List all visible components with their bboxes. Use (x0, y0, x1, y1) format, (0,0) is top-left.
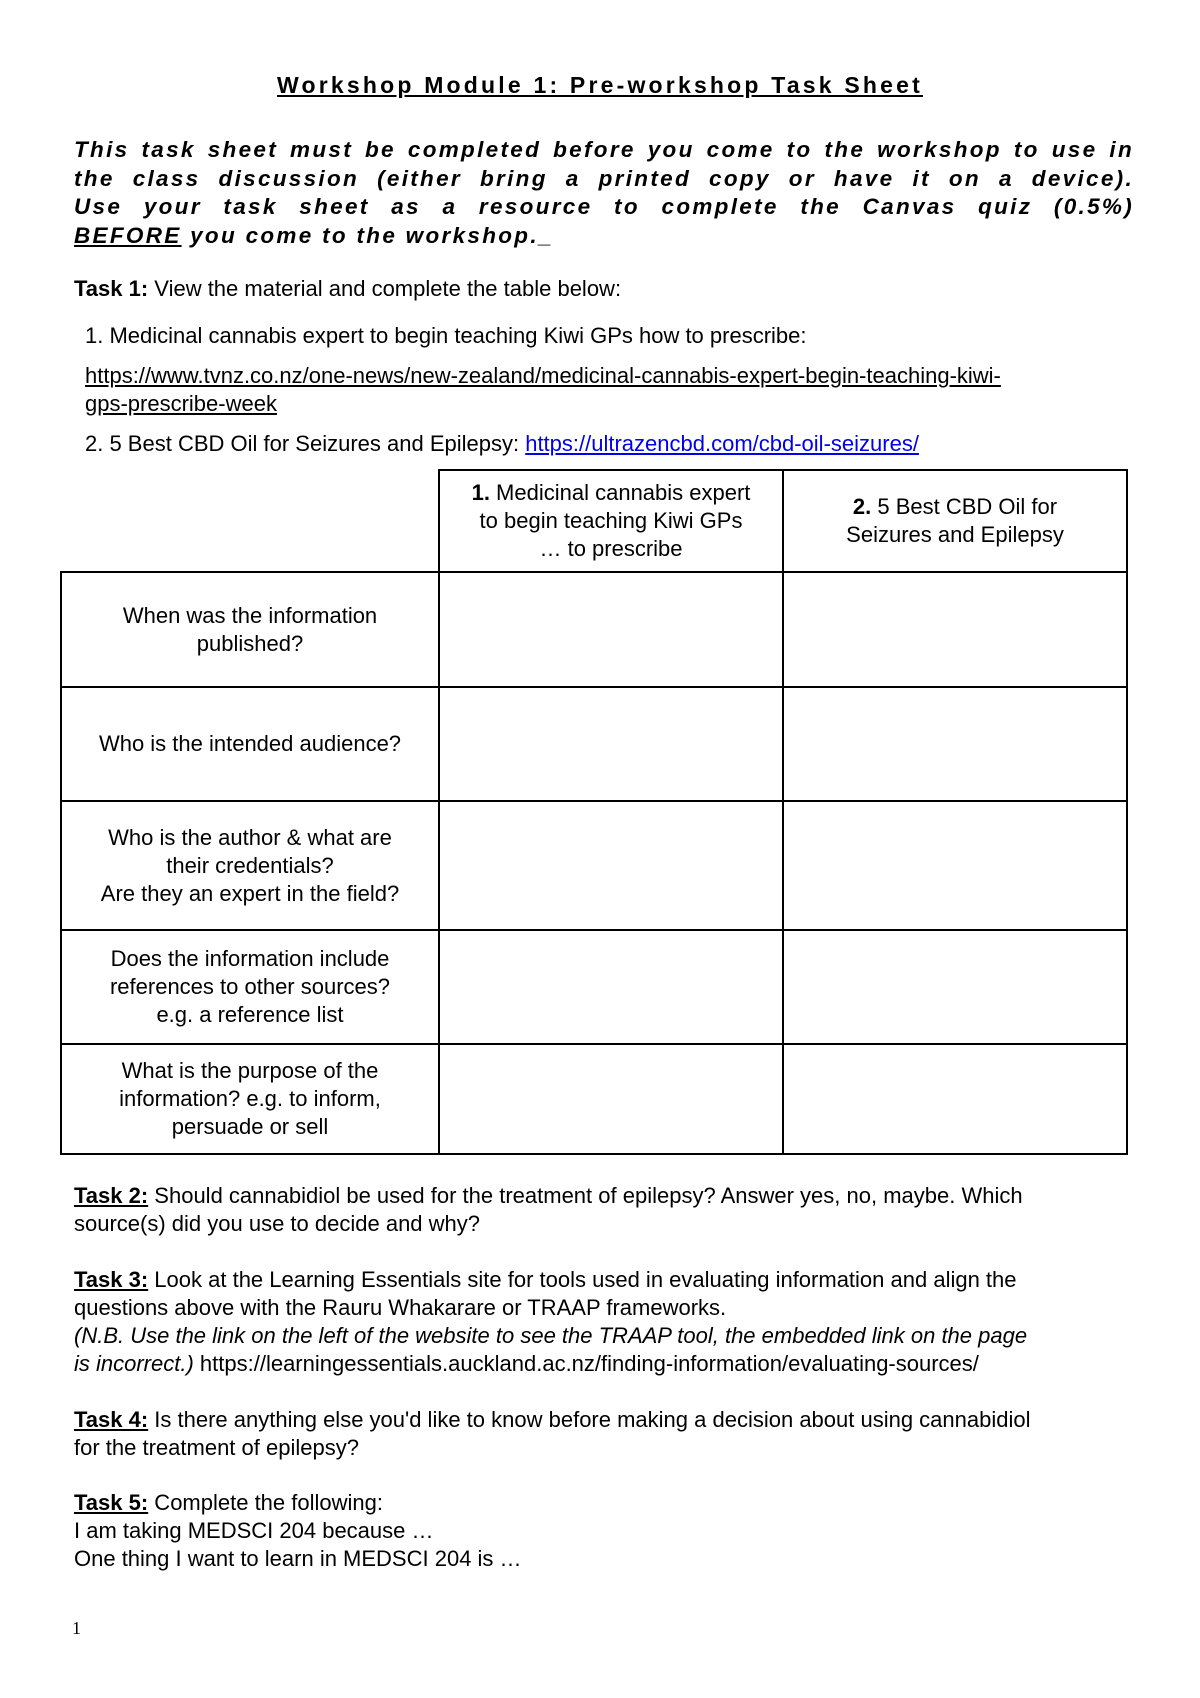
table-corner-cell (61, 470, 439, 572)
task3-note: (N.B. Use the link on the left of the website to see the TRAAP tool, the embedded link on the page (74, 1323, 1028, 1348)
intro-line-4 (74, 222, 1134, 251)
table-header-row (61, 470, 1127, 572)
task5-label: Task 5: (74, 1490, 149, 1515)
intro-line-4-rest: you come to the workshop._ (181, 222, 554, 248)
header2-number: 2. (852, 494, 872, 519)
table-row (61, 1044, 1127, 1154)
tvnz-link-line2[interactable]: gps-prescribe-week (85, 391, 277, 416)
question-cell (61, 687, 439, 801)
learning-essentials-url[interactable]: https://learningessentials.auckland.ac.nz/finding-information/evaluating-sources/ (193, 1351, 979, 1376)
question-line: persuade or sell (171, 1114, 329, 1139)
task1-text: View the material and complete the table below: (148, 276, 622, 301)
question-line: published? (196, 630, 304, 656)
answer-cell-source-1[interactable] (439, 930, 783, 1044)
task1-item2-text: 2. 5 Best CBD Oil for Seizures and Epilepsy: (85, 431, 526, 456)
answer-cell-source-1[interactable] (439, 1044, 783, 1154)
intro-line-3: Use your task sheet as a resource to complete the Canvas quiz (0.5%) (74, 194, 1134, 219)
task4-label: Task 4: (74, 1407, 149, 1432)
header1-line1: Medicinal cannabis expert (489, 480, 751, 505)
header1-number: 1. (471, 480, 490, 505)
question-line: Are they an expert in the field? (100, 880, 400, 906)
answer-cell-source-2[interactable] (783, 572, 1127, 687)
task3-line2: questions above with the Rauru Whakarare or TRAAP frameworks. (74, 1295, 727, 1320)
task5-line3: One thing I want to learn in MEDSCI 204 is … (74, 1546, 522, 1571)
question-cell (61, 801, 439, 930)
answer-cell-source-1[interactable] (439, 801, 783, 930)
table-row (61, 801, 1127, 930)
task1-item1: 1. Medicinal cannabis expert to begin teaching Kiwi GPs how to prescribe: (85, 323, 807, 348)
before-emphasis: BEFORE (74, 222, 182, 248)
header-source-2 (783, 470, 1127, 572)
answer-cell-source-2[interactable] (783, 930, 1127, 1044)
question-cell (61, 572, 439, 687)
task5-text: Complete the following: (148, 1490, 383, 1515)
question-cell (61, 930, 439, 1044)
task3 (74, 1266, 1027, 1378)
header2-line2: Seizures and Epilepsy (846, 522, 1064, 547)
task2-line2: source(s) did you use to decide and why? (74, 1211, 481, 1236)
task2-line1: Should cannabidiol be used for the treatment of epilepsy? Answer yes, no, maybe. Which (148, 1183, 1023, 1208)
question-line: What is the purpose of the (121, 1058, 379, 1083)
intro-line-2: the class discussion (either bring a printed copy or have it on a device). (74, 165, 1134, 191)
table-row (61, 687, 1127, 801)
question-line: references to other sources? (109, 974, 391, 999)
question-line: their credentials? (166, 852, 334, 878)
tvnz-link-line1[interactable]: https://www.tvnz.co.nz/one-news/new-zealand/medicinal-cannabis-expert-begin-teaching-kiwi- (85, 363, 1001, 388)
table-row (61, 572, 1127, 687)
task2 (74, 1182, 1023, 1238)
task5 (74, 1489, 522, 1573)
question-line: Who is the intended audience? (98, 731, 402, 756)
page-number: 1 (72, 1618, 81, 1638)
task4 (74, 1406, 1031, 1462)
header1-line2: to begin teaching Kiwi GPs (479, 508, 743, 533)
answer-cell-source-2[interactable] (783, 1044, 1127, 1154)
header-source-1 (439, 470, 783, 572)
task2-label: Task 2: (74, 1183, 149, 1208)
question-line: Does the information include (110, 946, 390, 971)
question-line: When was the information (122, 602, 378, 628)
task1-item2 (85, 430, 919, 458)
task4-line1: Is there anything else you'd like to know before making a decision about using cannabidiol (148, 1407, 1031, 1432)
task1-label: Task 1: (74, 276, 149, 301)
question-line: Who is the author & what are (108, 824, 392, 850)
evaluation-table (60, 469, 1128, 1155)
answer-cell-source-2[interactable] (783, 801, 1127, 930)
answer-cell-source-1[interactable] (439, 572, 783, 687)
intro-instructions (74, 136, 1134, 250)
task3-label: Task 3: (74, 1267, 149, 1292)
task3-note-end: is incorrect.) (74, 1351, 194, 1376)
task3-line1: Look at the Learning Essentials site for tools used in evaluating information and align the (148, 1267, 1017, 1292)
header1-line3: … to prescribe (539, 536, 683, 561)
table-row (61, 930, 1127, 1044)
question-line: e.g. a reference list (156, 1002, 344, 1027)
page-title: Workshop Module 1: Pre-workshop Task Sheet (276, 72, 924, 98)
question-line: information? e.g. to inform, (119, 1086, 381, 1111)
task5-line2: I am taking MEDSCI 204 because … (74, 1518, 434, 1543)
task1-heading (74, 275, 621, 303)
header2-line1: 5 Best CBD Oil for (871, 494, 1058, 519)
answer-cell-source-2[interactable] (783, 687, 1127, 801)
answer-cell-source-1[interactable] (439, 687, 783, 801)
task1-item1-url[interactable] (85, 362, 1001, 418)
task4-line2: for the treatment of epilepsy? (74, 1435, 359, 1460)
intro-line-1: This task sheet must be completed before you come to the workshop to use in (74, 137, 1134, 162)
ultrazen-link[interactable]: https://ultrazencbd.com/cbd-oil-seizures/ (525, 431, 919, 456)
question-cell (61, 1044, 439, 1154)
